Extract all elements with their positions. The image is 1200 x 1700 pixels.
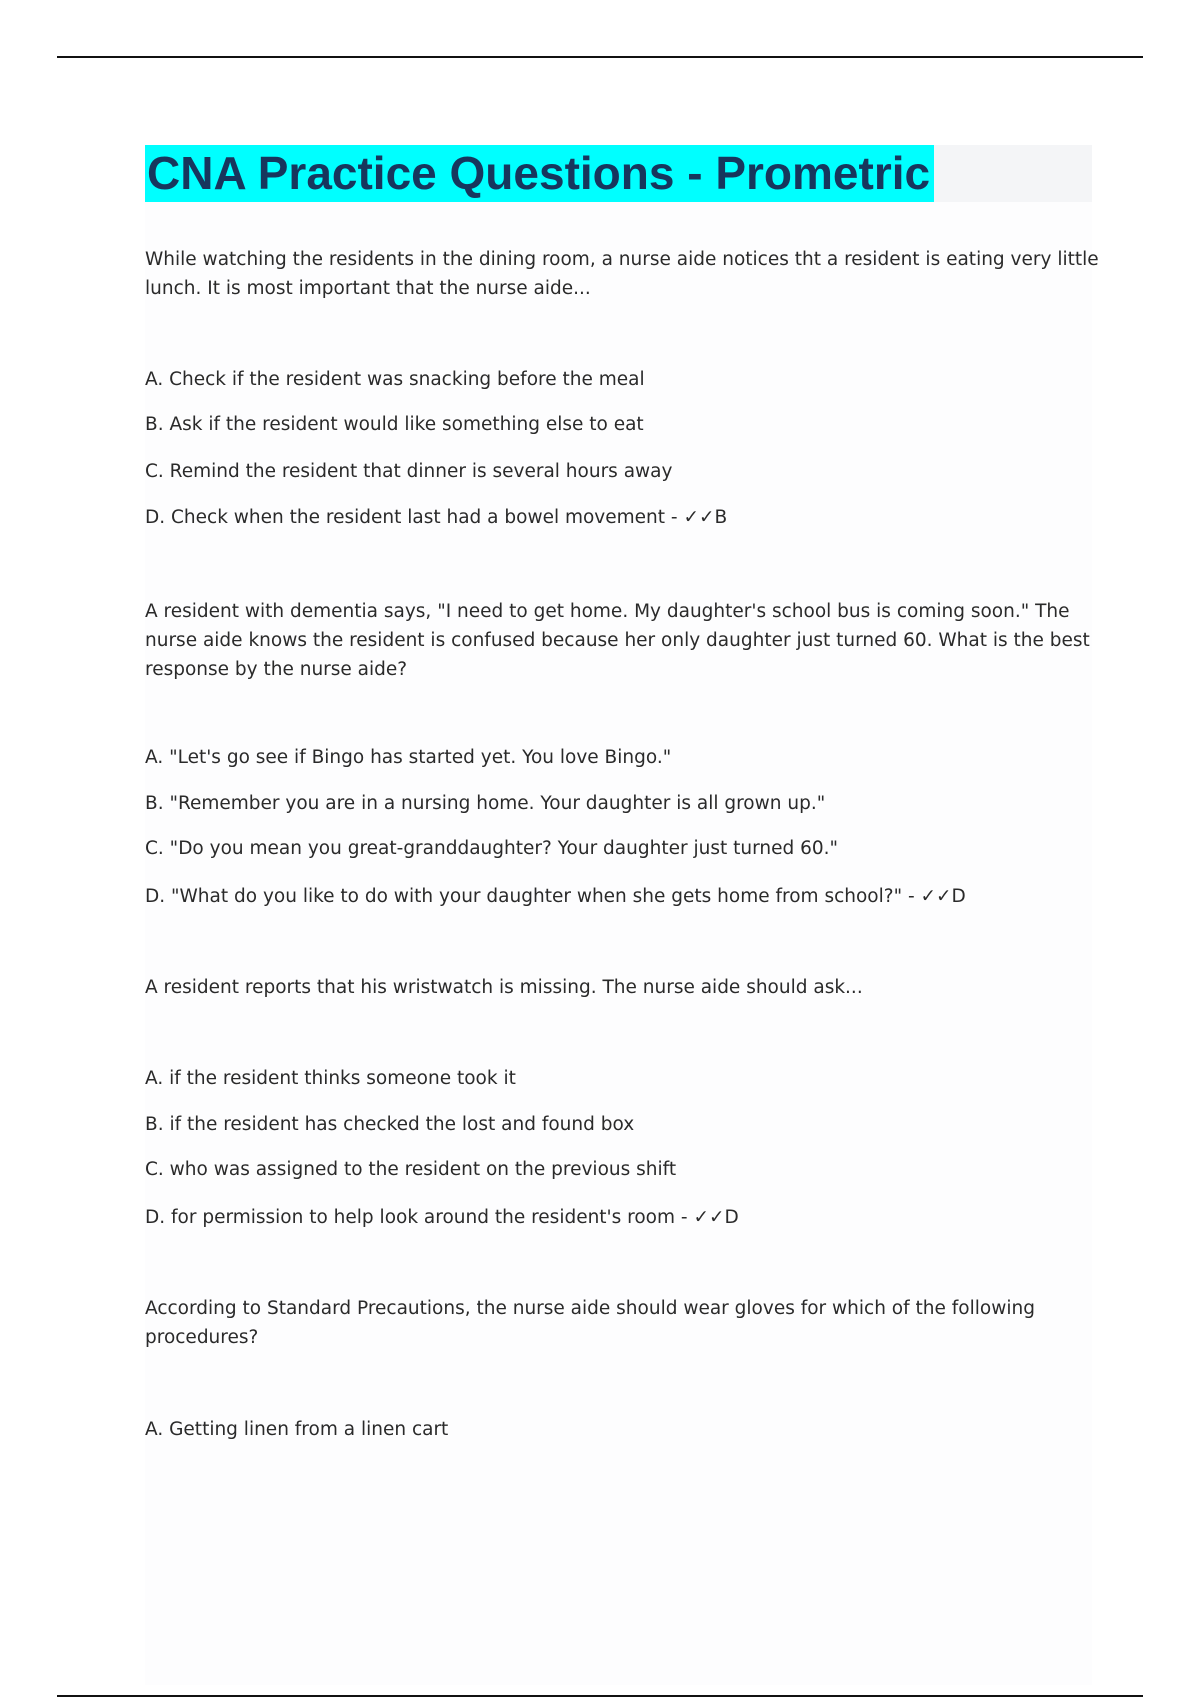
- question-3-stem: A resident reports that his wristwatch is missing. The nurse aide should ask...: [145, 977, 863, 998]
- question-3-option-c: C. who was assigned to the resident on the previous shift: [145, 1159, 677, 1180]
- question-2-option-d-answer: D. "What do you like to do with your daughter when she gets home from school?" - ✓✓D: [145, 886, 966, 907]
- question-2-option-a: A. "Let's go see if Bingo has started yet. You love Bingo.": [145, 747, 672, 768]
- question-4-option-a: A. Getting linen from a linen cart: [145, 1419, 449, 1440]
- question-3-option-d-answer: D. for permission to help look around the resident's room - ✓✓D: [145, 1207, 739, 1228]
- question-1-stem: [145, 245, 1099, 303]
- bottom-rule: [57, 1695, 1143, 1697]
- question-4-stem: [145, 1294, 1085, 1352]
- question-1-option-c: C. Remind the resident that dinner is several hours away: [145, 461, 673, 482]
- question-2-stem-line: A resident with dementia says, "I need to get home. My daughter's school bus is coming soon." The: [145, 601, 1070, 622]
- question-2-stem: [145, 597, 1090, 684]
- page-title: CNA Practice Questions - Prometric: [145, 145, 934, 202]
- question-1-stem-line: lunch. It is most important that the nurse aide...: [145, 278, 591, 299]
- question-4-stem-line: procedures?: [145, 1327, 259, 1348]
- question-2-option-b: B. "Remember you are in a nursing home. Your daughter is all grown up.": [145, 793, 826, 814]
- top-rule: [57, 56, 1143, 58]
- question-2-stem-line: response by the nurse aide?: [145, 659, 408, 680]
- question-1-stem-line: While watching the residents in the dining room, a nurse aide notices tht a resident is eating very little: [145, 249, 1099, 270]
- question-4-stem-line: According to Standard Precautions, the nurse aide should wear gloves for which of the following: [145, 1298, 1035, 1319]
- question-3-option-a: A. if the resident thinks someone took it: [145, 1068, 516, 1089]
- question-1-option-a: A. Check if the resident was snacking before the meal: [145, 369, 645, 390]
- question-1-option-d-answer: D. Check when the resident last had a bowel movement - ✓✓B: [145, 507, 728, 528]
- question-2-option-c: C. "Do you mean you great-granddaughter? Your daughter just turned 60.": [145, 838, 839, 859]
- question-1-option-b: B. Ask if the resident would like something else to eat: [145, 414, 644, 435]
- question-3-option-b: B. if the resident has checked the lost and found box: [145, 1114, 635, 1135]
- question-2-stem-line: nurse aide knows the resident is confused because her only daughter just turned 60. What is the best: [145, 630, 1090, 651]
